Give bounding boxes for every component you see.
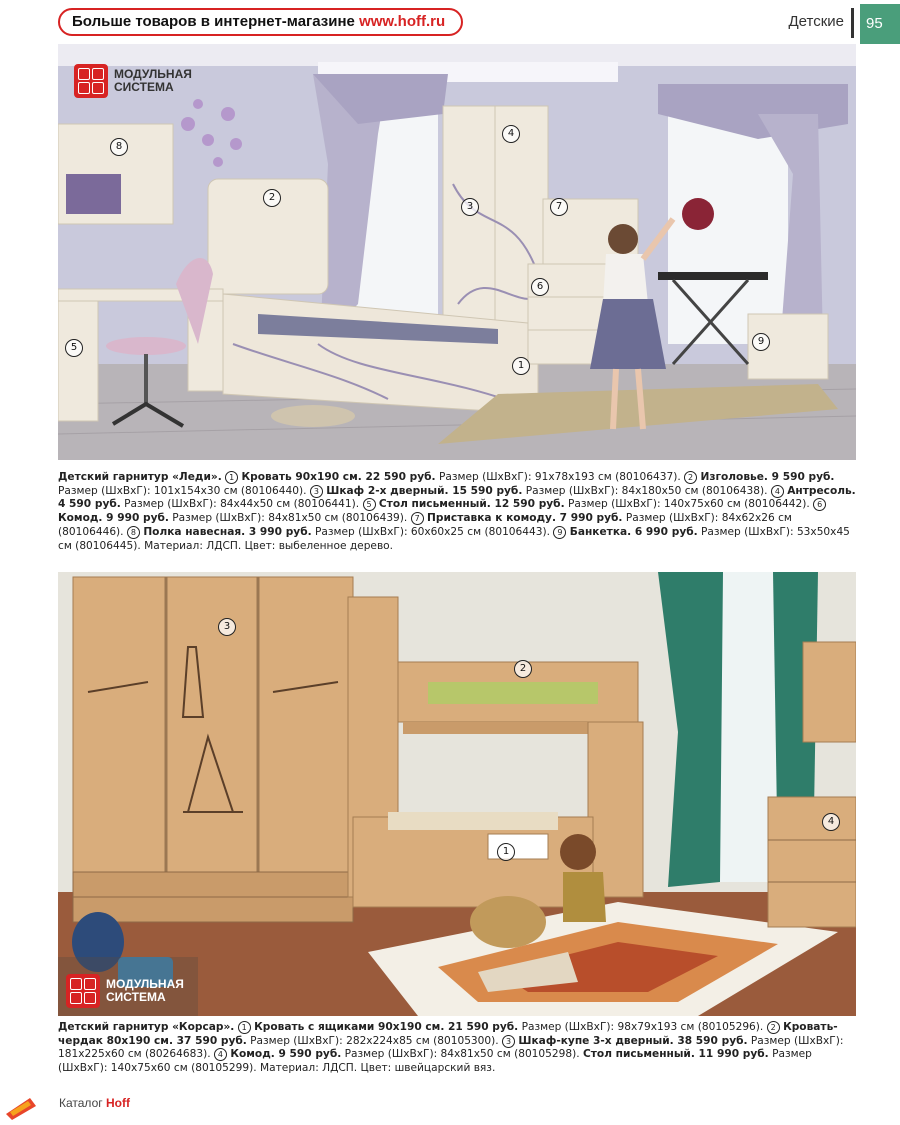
item-spec: Размер (ШхВхГ): 91х78х193 см (80106437).	[438, 471, 681, 483]
hoff-logo-icon	[4, 1094, 38, 1124]
catalog-footer	[59, 1096, 130, 1110]
item-name: Банкетка. 6 990 руб.	[569, 525, 698, 538]
item-name: Стол письменный. 11 990 руб.	[583, 1048, 769, 1061]
promo-text: Больше товаров в интернет-магазине	[72, 13, 355, 30]
section-title: Детские	[788, 13, 844, 30]
item-name: Кровать 90х190 см. 22 590 руб.	[241, 471, 436, 483]
item-spec: Размер (ШхВхГ): 84х62х26 см (80106446).	[58, 512, 792, 538]
modular-grid-icon	[66, 974, 100, 1008]
set-title: Детский гарнитур «Леди».	[58, 471, 222, 483]
badge-line2: СИСТЕМА	[106, 990, 166, 1004]
modular-grid-icon	[74, 64, 108, 98]
badge-line1: МОДУЛЬНАЯ	[106, 977, 184, 991]
item-spec: Размер (ШхВхГ): 84х44х50 см (80106441).	[124, 498, 360, 511]
footer-label: Каталог	[59, 1096, 103, 1110]
item-number: 2	[684, 471, 697, 484]
item-marker-3: 3	[218, 618, 236, 636]
modular-system-badge-2	[66, 974, 196, 1008]
item-name: Стол письменный. 12 590 руб.	[378, 498, 565, 511]
item-number: 6	[813, 498, 826, 511]
online-store-banner[interactable]	[58, 8, 463, 36]
badge-line1: МОДУЛЬНАЯ	[114, 67, 192, 81]
item-number: 2	[767, 1021, 780, 1034]
item-number: 3	[310, 485, 323, 498]
item-spec: Размер (ШхВхГ): 282х224х85 см (80105300).	[250, 1034, 499, 1047]
corsair-room-illustration	[58, 572, 856, 1016]
item-name: Кровать-чердак 80х190 см. 37 590 руб.	[58, 1021, 838, 1047]
item-spec: Размер (ШхВхГ): 84х180х50 см (80106438).	[525, 484, 768, 497]
set-title: Детский гарнитур «Корсар».	[58, 1021, 235, 1033]
store-link[interactable]: www.hoff.ru	[359, 13, 446, 30]
item-name: Комод. 9 990 руб.	[58, 512, 169, 525]
item-name: Приставка к комоду. 7 990 руб.	[427, 512, 623, 525]
item-spec: Размер (ШхВхГ): 101х154х30 см (80106440).	[58, 484, 307, 497]
item-marker-6: 6	[531, 278, 549, 296]
item-spec: Размер (ШхВхГ): 98х79х193 см (80105296).	[521, 1021, 764, 1033]
modular-system-badge-1	[74, 64, 204, 98]
item-name: Шкаф-купе 3-х дверный. 38 590 руб.	[518, 1034, 748, 1047]
page-number: 95	[860, 4, 900, 44]
item-number: 4	[214, 1048, 227, 1061]
corsair-room-photo	[58, 572, 856, 1016]
item-spec: Размер (ШхВхГ): 181х225х60 см (80264683).	[58, 1034, 844, 1061]
lady-room-photo	[58, 44, 856, 460]
item-spec: Размер (ШхВхГ): 140х75х60 см (80105299).	[58, 1048, 812, 1075]
section-divider	[851, 8, 854, 38]
item-marker-2: 2	[514, 660, 532, 678]
item-name: Комод. 9 590 руб.	[230, 1048, 342, 1061]
lady-room-illustration	[58, 44, 856, 460]
item-spec: Размер (ШхВхГ): 140х75х60 см (80106442).	[567, 498, 810, 511]
material-info: Материал: ЛДСП. Цвет: швейцарский вяз.	[260, 1062, 496, 1075]
item-marker-7: 7	[550, 198, 568, 216]
item-number: 4	[771, 485, 784, 498]
item-marker-2: 2	[263, 189, 281, 207]
badge-line2: СИСТЕМА	[114, 80, 174, 94]
item-number: 9	[553, 526, 566, 539]
item-name: Шкаф 2-х дверный. 15 590 руб.	[326, 484, 523, 497]
item-spec: Размер (ШхВхГ): 84х81х50 см (80106439).	[172, 512, 408, 525]
item-number: 5	[363, 498, 376, 511]
item-marker-4: 4	[502, 125, 520, 143]
item-name: Полка навесная. 3 990 руб.	[143, 525, 312, 538]
item-marker-1: 1	[497, 843, 515, 861]
item-number: 1	[238, 1021, 251, 1034]
item-marker-3: 3	[461, 198, 479, 216]
material-info: Материал: ЛДСП. Цвет: выбеленное дерево.	[144, 539, 394, 552]
item-marker-1: 1	[512, 357, 530, 375]
item-marker-5: 5	[65, 339, 83, 357]
item-name: Изголовье. 9 590 руб.	[700, 471, 835, 483]
item-number: 1	[225, 471, 238, 484]
item-marker-4: 4	[822, 813, 840, 831]
item-marker-9: 9	[752, 333, 770, 351]
item-spec: Размер (ШхВхГ): 53х50х45 см (80106445).	[58, 525, 850, 552]
item-number: 8	[127, 526, 140, 539]
corsair-set-description	[58, 1021, 858, 1076]
item-name: Кровать с ящиками 90х190 см. 21 590 руб.	[254, 1021, 519, 1033]
item-name: Антресоль. 4 590 руб.	[58, 484, 856, 511]
lady-set-description	[58, 471, 858, 553]
item-marker-8: 8	[110, 138, 128, 156]
item-spec: Размер (ШхВхГ): 60х60х25 см (80106443).	[315, 525, 551, 538]
item-spec: Размер (ШхВхГ): 84х81х50 см (80105298).	[344, 1048, 580, 1061]
footer-brand: Hoff	[105, 1096, 130, 1110]
item-number: 3	[502, 1035, 515, 1048]
item-number: 7	[411, 512, 424, 525]
